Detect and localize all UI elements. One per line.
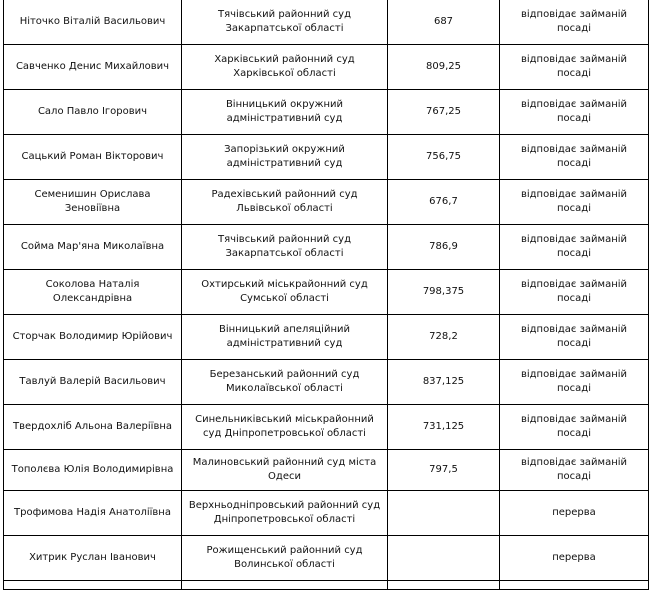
assessment-result: відповідає займаній посаді — [500, 0, 649, 45]
court-name: Харківський районний суд Харківської області — [182, 45, 388, 90]
court-name: Охтирський міськрайонний суд Сумської області — [182, 270, 388, 315]
judge-name: Твердохліб Альона Валеріївна — [4, 405, 182, 450]
table-row — [4, 315, 649, 360]
assessment-result: відповідає займаній посаді — [500, 90, 649, 135]
court-name: Березанський районний суд Миколаївської області — [182, 360, 388, 405]
score-value: 809,25 — [388, 45, 500, 90]
assessment-result: відповідає займаній посаді — [500, 225, 649, 270]
score-value: 728,2 — [388, 315, 500, 360]
score-value — [388, 491, 500, 536]
court-name: Рожищенський районний суд Волинської області — [182, 536, 388, 581]
table-row — [4, 0, 649, 45]
assessment-result: відповідає займаній посаді — [500, 450, 649, 491]
table-row — [4, 225, 649, 270]
table-row — [4, 180, 649, 225]
table-row — [4, 270, 649, 315]
empty-cell — [500, 581, 649, 590]
score-value: 767,25 — [388, 90, 500, 135]
assessment-result: відповідає займаній посаді — [500, 360, 649, 405]
table-row — [4, 90, 649, 135]
court-name: Запорізький окружний адміністративний суд — [182, 135, 388, 180]
judge-name: Хитрик Руслан Іванович — [4, 536, 182, 581]
judge-name: Трофимова Надія Анатоліївна — [4, 491, 182, 536]
table-row — [4, 360, 649, 405]
judge-name: Тавлуй Валерій Васильович — [4, 360, 182, 405]
assessment-result: відповідає займаній посаді — [500, 270, 649, 315]
score-value: 756,75 — [388, 135, 500, 180]
judges-table-body — [4, 0, 649, 590]
score-value: 676,7 — [388, 180, 500, 225]
court-name: Верхньодніпровський районний суд Дніпропетровської області — [182, 491, 388, 536]
empty-cell — [182, 581, 388, 590]
table-row — [4, 450, 649, 491]
judge-name: Ніточко Віталій Васильович — [4, 0, 182, 45]
empty-cell — [4, 581, 182, 590]
score-value: 798,375 — [388, 270, 500, 315]
court-name: Вінницький окружний адміністративний суд — [182, 90, 388, 135]
score-value: 797,5 — [388, 450, 500, 491]
court-name: Синельниківський міськрайонний суд Дніпропетровської області — [182, 405, 388, 450]
judge-name: Семенишин Орислава Зеновіївна — [4, 180, 182, 225]
judges-table — [3, 0, 649, 590]
score-value: 731,125 — [388, 405, 500, 450]
score-value: 786,9 — [388, 225, 500, 270]
judge-name: Савченко Денис Михайлович — [4, 45, 182, 90]
score-value: 837,125 — [388, 360, 500, 405]
assessment-result: відповідає займаній посаді — [500, 315, 649, 360]
table-row — [4, 135, 649, 180]
court-name: Малиновський районний суд міста Одеси — [182, 450, 388, 491]
assessment-result: перерва — [500, 536, 649, 581]
score-value: 687 — [388, 0, 500, 45]
judge-name: Сторчак Володимир Юрійович — [4, 315, 182, 360]
judge-name: Соколова Наталія Олександрівна — [4, 270, 182, 315]
judge-name: Сацький Роман Вікторович — [4, 135, 182, 180]
assessment-result: відповідає займаній посаді — [500, 135, 649, 180]
table-row — [4, 405, 649, 450]
assessment-result: перерва — [500, 491, 649, 536]
table-row-partial — [4, 581, 649, 590]
court-name: Тячівський районний суд Закарпатської області — [182, 0, 388, 45]
table-row — [4, 491, 649, 536]
judge-name: Сало Павло Ігорович — [4, 90, 182, 135]
judge-name: Тополєва Юлія Володимирівна — [4, 450, 182, 491]
court-name: Вінницький апеляційний адміністративний суд — [182, 315, 388, 360]
assessment-result: відповідає займаній посаді — [500, 405, 649, 450]
court-name: Радехівський районний суд Львівської області — [182, 180, 388, 225]
judge-name: Сойма Мар'яна Миколаївна — [4, 225, 182, 270]
table-row — [4, 536, 649, 581]
table-row — [4, 45, 649, 90]
empty-cell — [388, 581, 500, 590]
assessment-result: відповідає займаній посаді — [500, 45, 649, 90]
assessment-result: відповідає займаній посаді — [500, 180, 649, 225]
court-name: Тячівський районний суд Закарпатської області — [182, 225, 388, 270]
score-value — [388, 536, 500, 581]
